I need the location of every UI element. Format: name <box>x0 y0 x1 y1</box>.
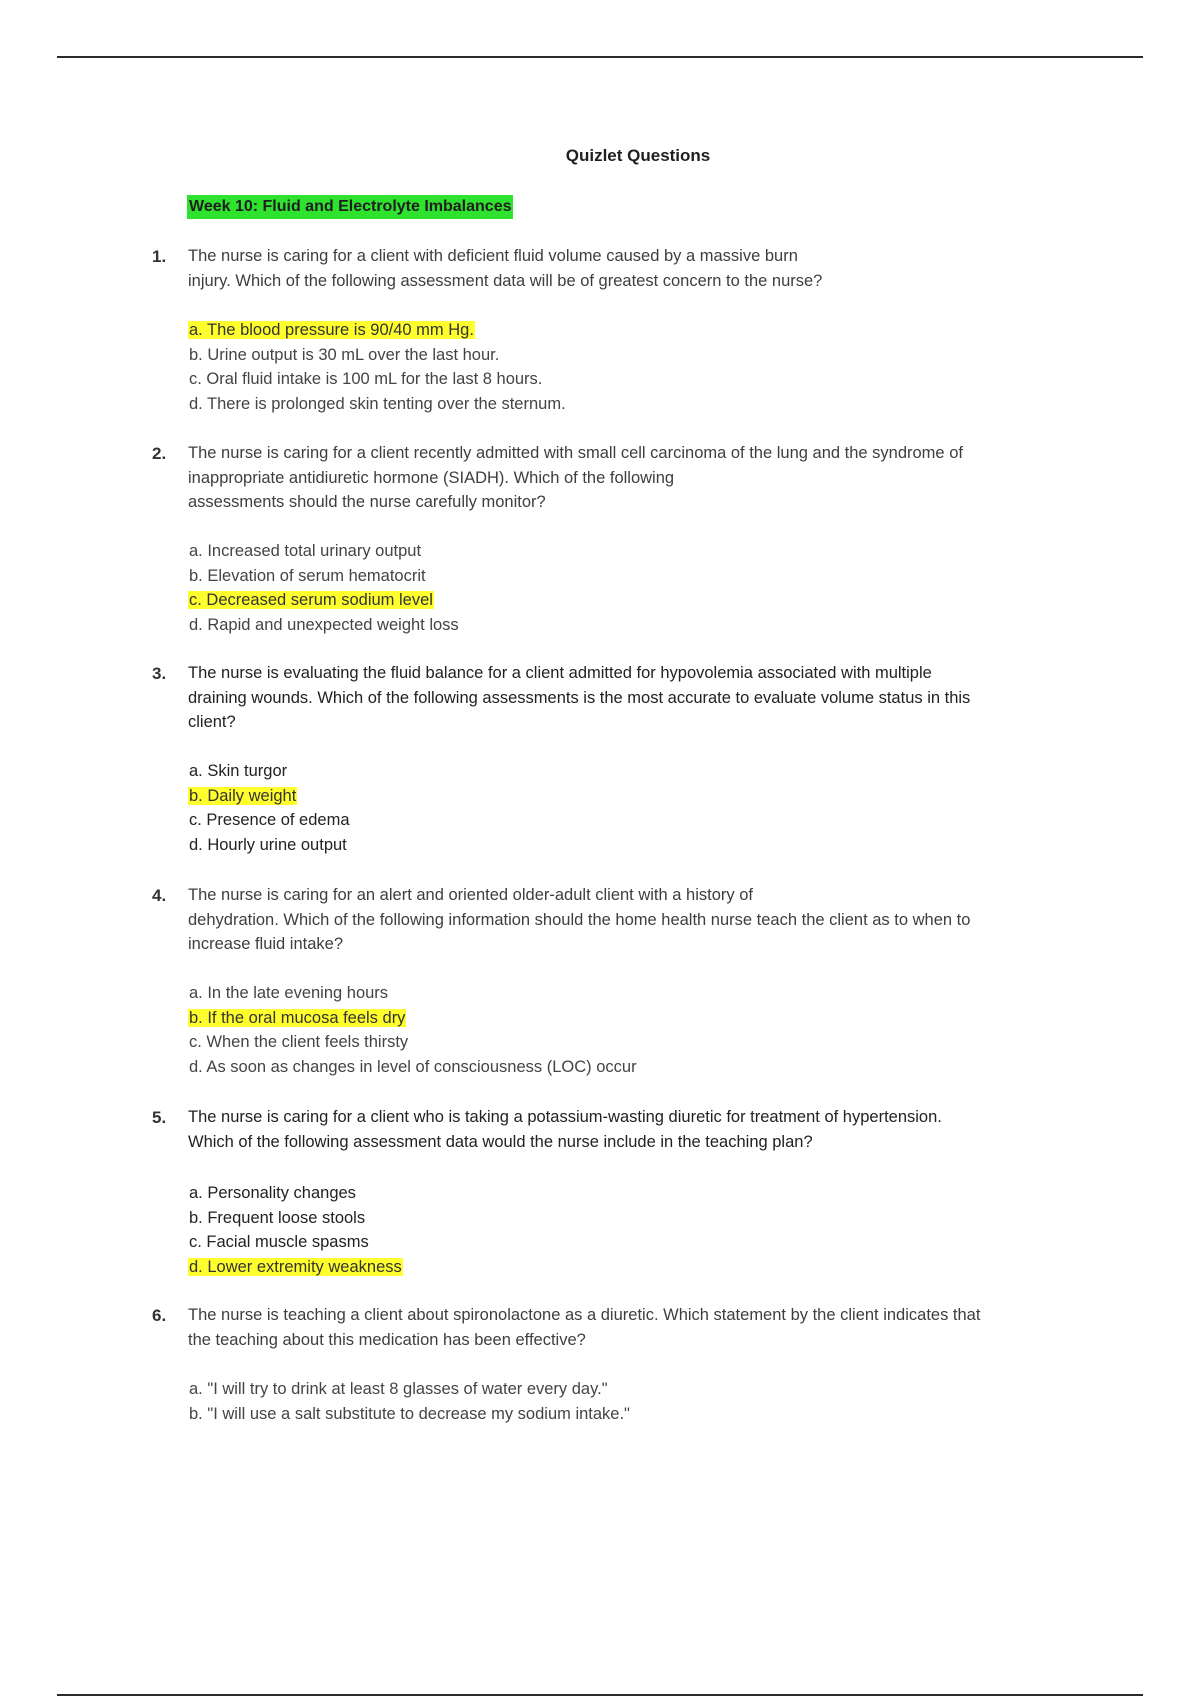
section-heading: Week 10: Fluid and Electrolyte Imbalances <box>187 195 513 219</box>
question-stem: The nurse is caring for a client with deficient fluid volume caused by a massive burn injury. Which of the following assessment data will be of greatest concern to the nurse? <box>188 247 823 290</box>
option-a: a. Personality changes <box>189 1184 356 1202</box>
question-number: 3. <box>152 664 167 683</box>
option-b: b. "I will use a salt substitute to decrease my sodium intake." <box>189 1404 630 1423</box>
options-list <box>188 1377 1078 1426</box>
option-c: c. Facial muscle spasms <box>189 1233 369 1251</box>
option-a: a. The blood pressure is 90/40 mm Hg. <box>189 321 474 339</box>
question-stem: The nurse is caring for a client who is taking a potassium-wasting diuretic for treatment of hypertension. Which of the following assessment data would the nurse include in the teaching plan? <box>188 1108 942 1151</box>
option-d: d. There is prolonged skin tenting over the sternum. <box>189 394 566 413</box>
top-rule <box>57 56 1143 58</box>
option-b: b. Daily weight <box>189 786 297 805</box>
question-stem: The nurse is caring for an alert and oriented older-adult client with a history of dehydration. Which of the following information should the home health nurse teach the client as to when to increase fluid intake? <box>188 886 971 953</box>
option-a: a. In the late evening hours <box>189 984 389 1002</box>
question-number: 4. <box>152 886 167 905</box>
option-c: c. Presence of edema <box>189 811 350 829</box>
option-c: c. Decreased serum sodium level <box>189 591 433 609</box>
option-c: c. Oral fluid intake is 100 mL for the last 8 hours. <box>189 370 543 388</box>
question-number: 2. <box>152 444 167 463</box>
options-list <box>188 981 1078 1079</box>
question-stem: The nurse is evaluating the fluid balance for a client admitted for hypovolemia associated with multiple draining wounds. Which of the following assessments is the most accurate to evaluate volume status in this client? <box>188 664 971 731</box>
option-d: d. Lower extremity weakness <box>189 1257 402 1276</box>
page-title: Quizlet Questions <box>565 146 711 165</box>
option-d: d. As soon as changes in level of consciousness (LOC) occur <box>189 1057 637 1076</box>
option-c: c. When the client feels thirsty <box>189 1033 409 1051</box>
options-list <box>188 759 1078 857</box>
option-b: b. If the oral mucosa feels dry <box>189 1008 406 1027</box>
option-a: a. "I will try to drink at least 8 glasses of water every day." <box>189 1380 608 1398</box>
bottom-rule <box>57 1694 1143 1696</box>
question-stem: The nurse is teaching a client about spironolactone as a diuretic. Which statement by the client indicates that the teaching about this medication has been effective? <box>188 1306 981 1349</box>
question-number: 6. <box>152 1306 167 1325</box>
option-b: b. Urine output is 30 mL over the last hour. <box>189 345 500 364</box>
question-number: 5. <box>152 1108 167 1127</box>
options-list <box>188 1181 1078 1279</box>
option-a: a. Increased total urinary output <box>189 542 422 560</box>
option-b: b. Elevation of serum hematocrit <box>189 566 426 585</box>
option-d: d. Rapid and unexpected weight loss <box>189 615 459 634</box>
options-list <box>188 539 1078 637</box>
option-b: b. Frequent loose stools <box>189 1208 366 1227</box>
option-a: a. Skin turgor <box>189 762 288 780</box>
question-stem: The nurse is caring for a client recently admitted with small cell carcinoma of the lung and the syndrome of inappropriate antidiuretic hormone (SIADH). Which of the following assessments should the nurse carefully monitor? <box>188 444 963 511</box>
option-d: d. Hourly urine output <box>189 835 347 854</box>
options-list <box>188 318 1078 416</box>
question-number: 1. <box>152 247 167 266</box>
